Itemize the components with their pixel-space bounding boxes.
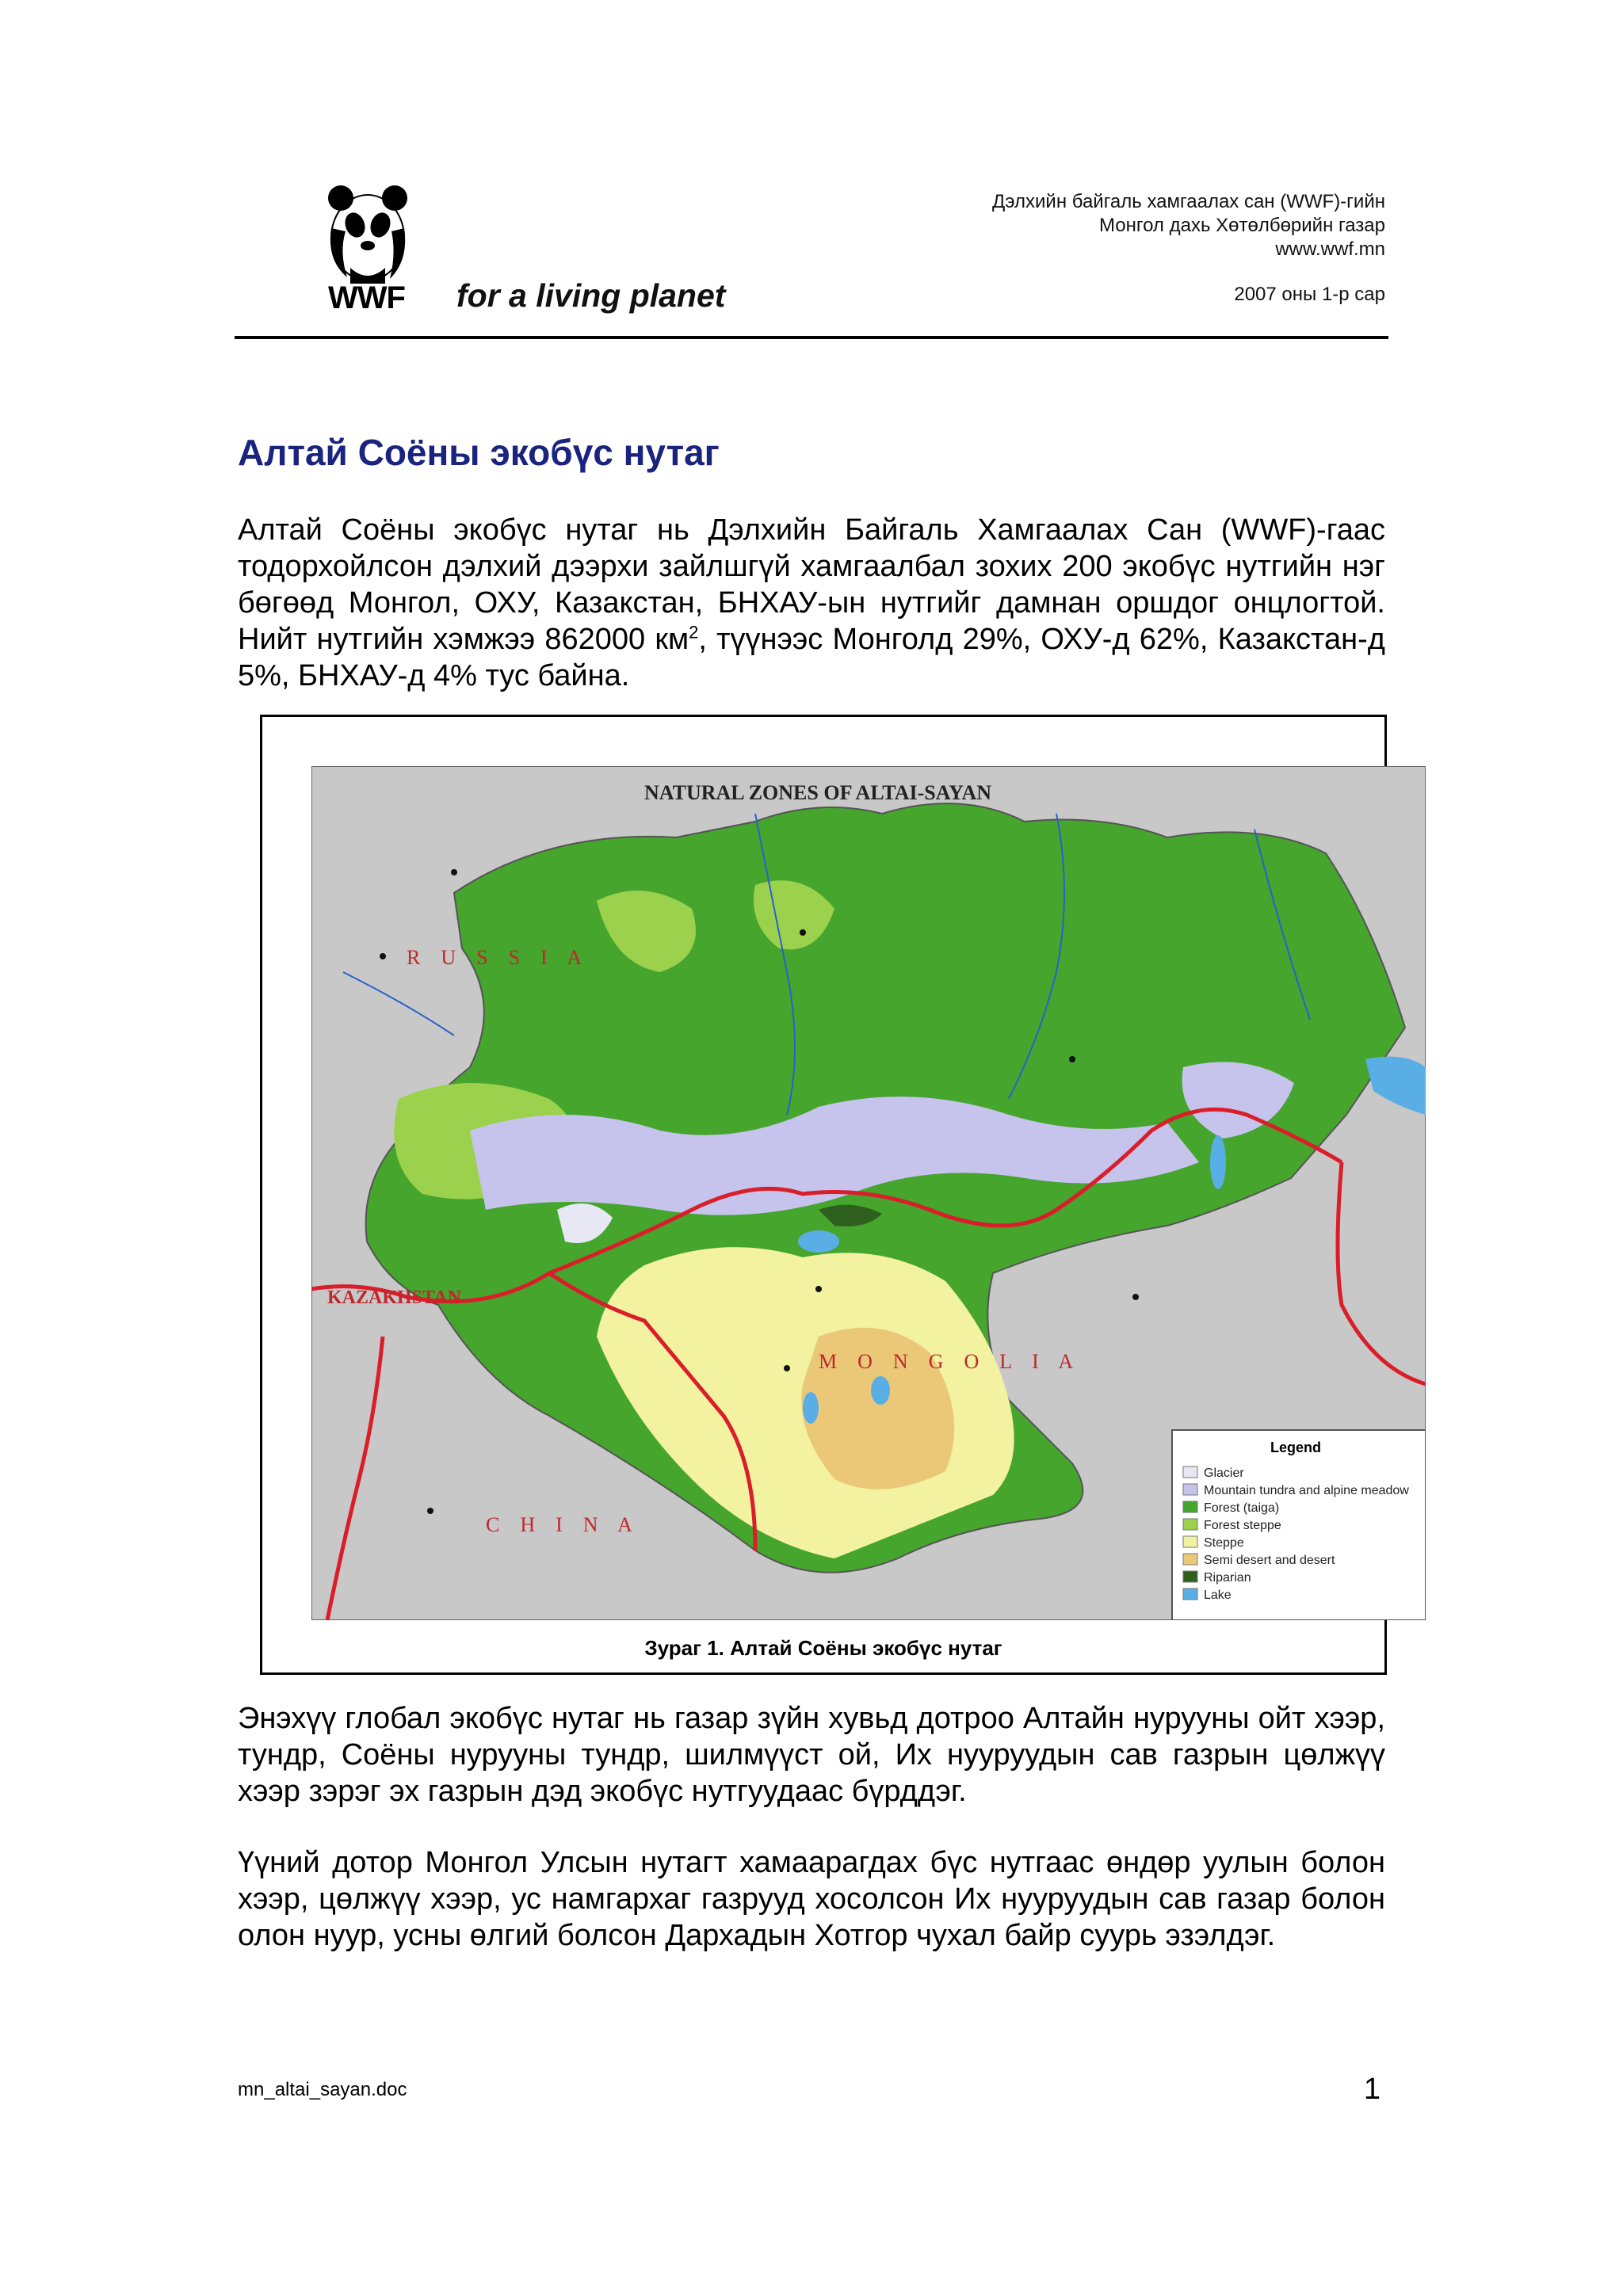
legend-swatch	[1183, 1484, 1197, 1495]
legend-swatch	[1183, 1466, 1197, 1478]
figure-frame	[260, 715, 1409, 1675]
paragraph-intro-part-b: , түүнээс Монголд 29%, ОХУ-д 62%, Казакстан-д 5%, БНХАУ-д 4% тус байна.	[238, 623, 1385, 692]
legend-swatch	[1183, 1519, 1197, 1530]
website-link[interactable]: www.wwf.mn	[1275, 238, 1385, 260]
org-line-2: Монгол дахь Хөтөлбөрийн газар	[1099, 215, 1385, 236]
legend-swatch	[1183, 1589, 1197, 1600]
legend-title: Legend	[1270, 1440, 1322, 1455]
wwf-wordmark: WWF	[328, 280, 405, 315]
figure-caption: Зураг 1. Алтай Соёны экобүс нутаг	[644, 1636, 1002, 1660]
page-title: Алтай Соёны экобүс нутаг	[238, 432, 720, 473]
paragraph-intro	[238, 512, 1385, 694]
org-info	[992, 190, 1385, 261]
map-label-mongolia: M O N G O L I A	[819, 1350, 1074, 1373]
wwf-logo	[323, 181, 767, 323]
legend-label: Mountain tundra and alpine meadow	[1204, 1484, 1409, 1497]
map-legend	[1172, 1430, 1426, 1620]
map-label-china: C H I N A	[486, 1513, 632, 1536]
legend-swatch	[1183, 1554, 1197, 1565]
map-label-russia: R U S S I A	[407, 946, 582, 969]
map-label-kazakhstan: KAZAKHSTAN	[327, 1287, 461, 1308]
org-line-1: Дэлхийн байгаль хамгаалах сан (WWF)-гийн	[992, 191, 1385, 212]
legend-swatch	[1183, 1571, 1197, 1582]
footer-filename: mn_altai_sayan.doc	[238, 2079, 407, 2100]
legend-label: Riparian	[1204, 1571, 1251, 1585]
map-title: NATURAL ZONES OF ALTAI-SAYAN	[644, 781, 992, 804]
altai-sayan-map	[311, 766, 1426, 1620]
page-number: 1	[1363, 2073, 1381, 2106]
superscript: 2	[689, 622, 699, 643]
legend-label: Forest (taiga)	[1204, 1501, 1280, 1515]
legend-label: Glacier	[1204, 1466, 1244, 1480]
legend-label: Semi desert and desert	[1204, 1554, 1335, 1567]
legend-swatch	[1183, 1501, 1197, 1512]
paragraph-intro-part-a: Алтай Соёны экобүс нутаг нь Дэлхийн Байгаль Хамгаалах Сан (WWF)-гаас тодорхойлсон дэлхий дээрхи зайлшгүй хамгаалбал зохих 200 экобүс нутгийн нэг бөгөөд Монгол, ОХУ, Казакстан, БНХАУ-ын нутгийг дамнан оршдог онцлогтой. Нийт нутгийн хэмжээ 862000 км	[238, 513, 1385, 656]
legend-label: Lake	[1204, 1589, 1232, 1602]
legend-swatch	[1183, 1536, 1197, 1547]
legend-label: Forest steppe	[1204, 1519, 1281, 1532]
panda-icon	[323, 181, 412, 284]
header-divider	[235, 336, 1388, 339]
document-date: 2007 оны 1-р сар	[1234, 284, 1385, 305]
paragraph-mongolia: Үүний дотор Монгол Улсын нутагт хамаарагдах бүс нутгаас өндөр уулын болон хээр, цөлжүү хээр, ус намгархаг газрууд хосолсон Их нууруудын сав газар болон олон нуур, усны өлгий болсон Дархадын Хотгор чухал байр суурь эзэлдэг.	[238, 1846, 1385, 1952]
map-graphic	[311, 766, 1426, 1620]
paragraph-composition: Энэхүү глобал экобүс нутаг нь газар зүйн хувьд дотроо Алтайн нурууны ойт хээр, тундр, Соёны нурууны тундр, шилмүүст ой, Их нууруудын сав газрын цөлжүү хээр зэрэг эх газрын дэд экобүс нутгуудаас бүрддэг.	[238, 1702, 1385, 1808]
legend-label: Steppe	[1204, 1536, 1244, 1550]
tagline: for a living planet	[456, 277, 726, 314]
